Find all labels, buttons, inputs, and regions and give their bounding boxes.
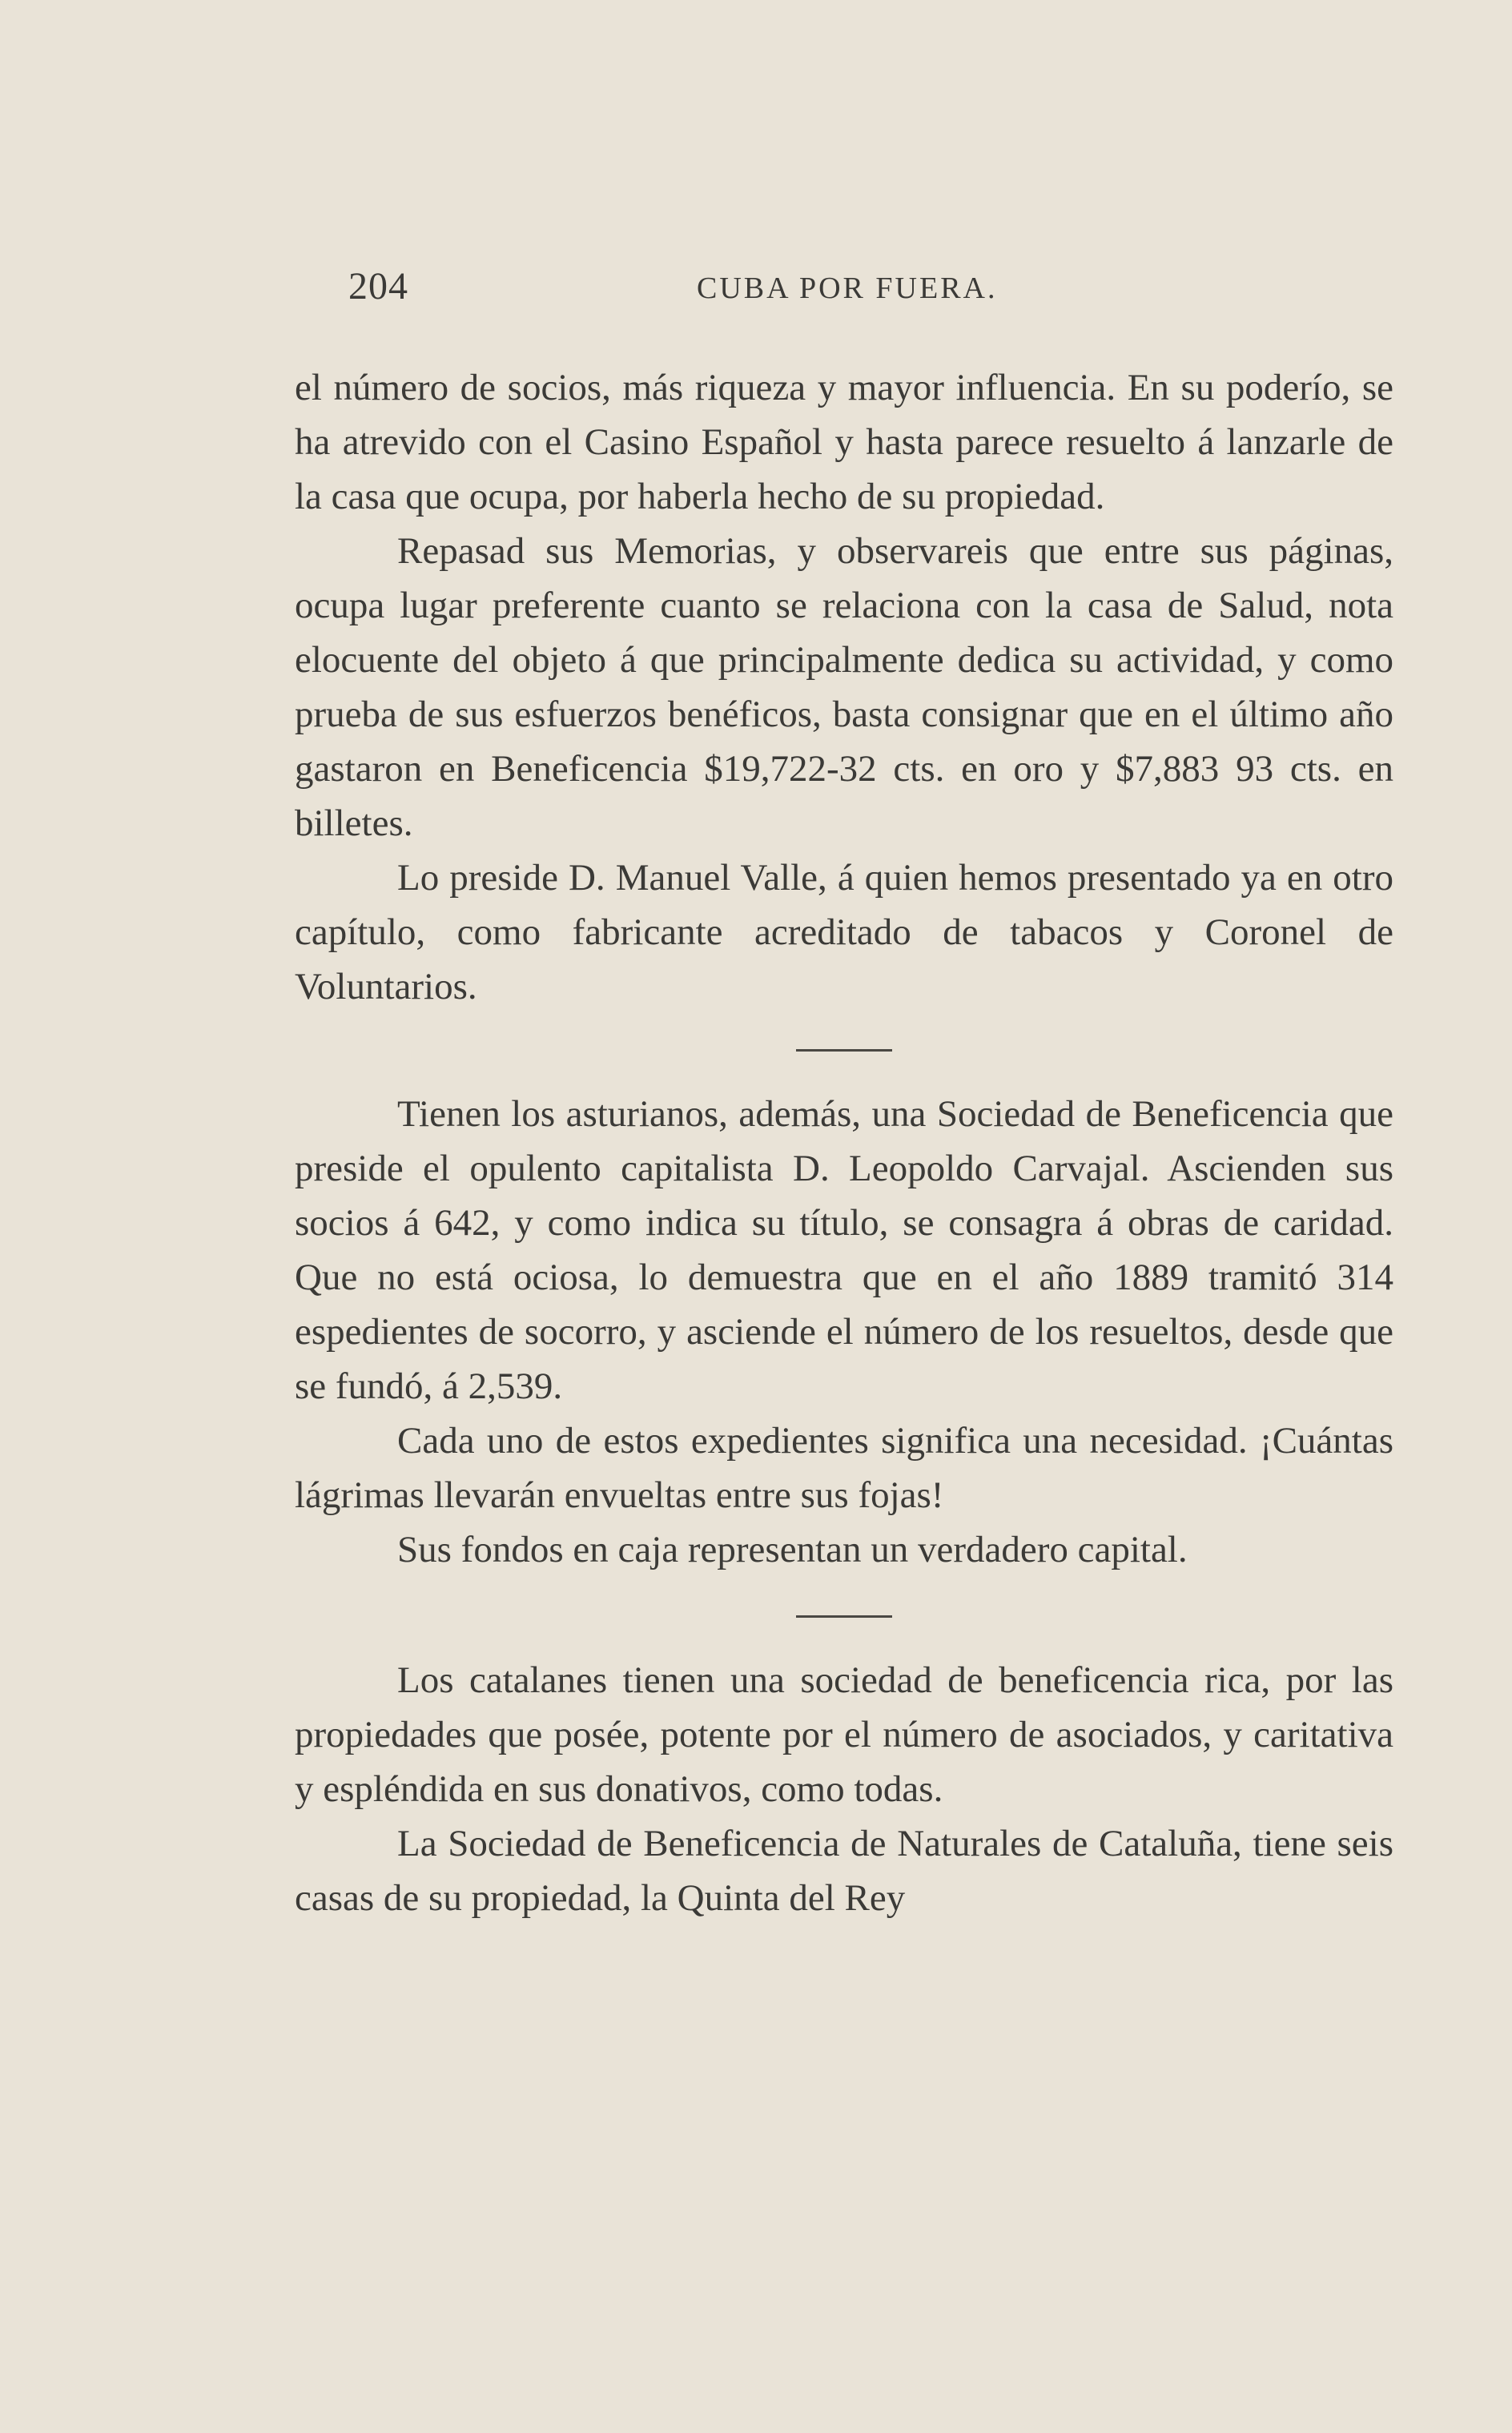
section-divider [796, 1049, 892, 1052]
running-title: CUBA POR FUERA. [697, 271, 998, 305]
paragraph-fondos: Sus fondos en caja representan un verdadero capital. [397, 1529, 1188, 1570]
paragraph-continuation: el número de socios, más riqueza y mayor influencia. En su poderío, se ha atrevido con el Casino Español y hasta parece resuelto á lanzarle de la casa que ocupa, por haberla hecho de su propiedad. [295, 367, 1393, 517]
paragraph-asturianos: Tienen los asturianos, además, una Sociedad de Beneficencia que preside el opulento capitalista D. Leopoldo Carvajal. Ascienden sus socios á 642, y como indica su título, se consagra á obras de caridad. Que no está ociosa, lo demuestra que en el año 1889 tramitó 314 espedientes de socorro, y asciende el número de los resueltos, desde que se fundó, á 2,539. [295, 1093, 1393, 1407]
paragraph-catalanes: Los catalanes tienen una sociedad de beneficencia rica, por las propiedades que posée, potente por el número de asociados, y caritativa y espléndida en sus donativos, como todas. [295, 1659, 1393, 1810]
page-number: 204 [348, 265, 408, 308]
paragraph-expedientes: Cada uno de estos expedientes significa una necesidad. ¡Cuántas lágrimas llevarán envueltas entre sus fojas! [295, 1420, 1393, 1516]
paragraph-memorias: Repasad sus Memorias, y observareis que entre sus páginas, ocupa lugar preferente cuanto se relaciona con la casa de Salud, nota elocuente del objeto á que principalmente dedica su actividad, y como prueba de sus esfuerzos benéficos, basta consignar que en el último año gastaron en Beneficencia $19,722-32 cts. en oro y $7,883 93 cts. en billetes. [295, 530, 1393, 844]
paragraph-sociedad-cataluna: La Sociedad de Beneficencia de Naturales de Cataluña, tiene seis casas de su propiedad, la Quinta del Rey [295, 1823, 1393, 1919]
section-divider [796, 1615, 892, 1618]
paragraph-president: Lo preside D. Manuel Valle, á quien hemos presentado ya en otro capítulo, como fabricante acreditado de tabacos y Coronel de Voluntarios. [295, 857, 1393, 1007]
page-header [348, 264, 1389, 320]
page-body [295, 360, 1393, 1925]
